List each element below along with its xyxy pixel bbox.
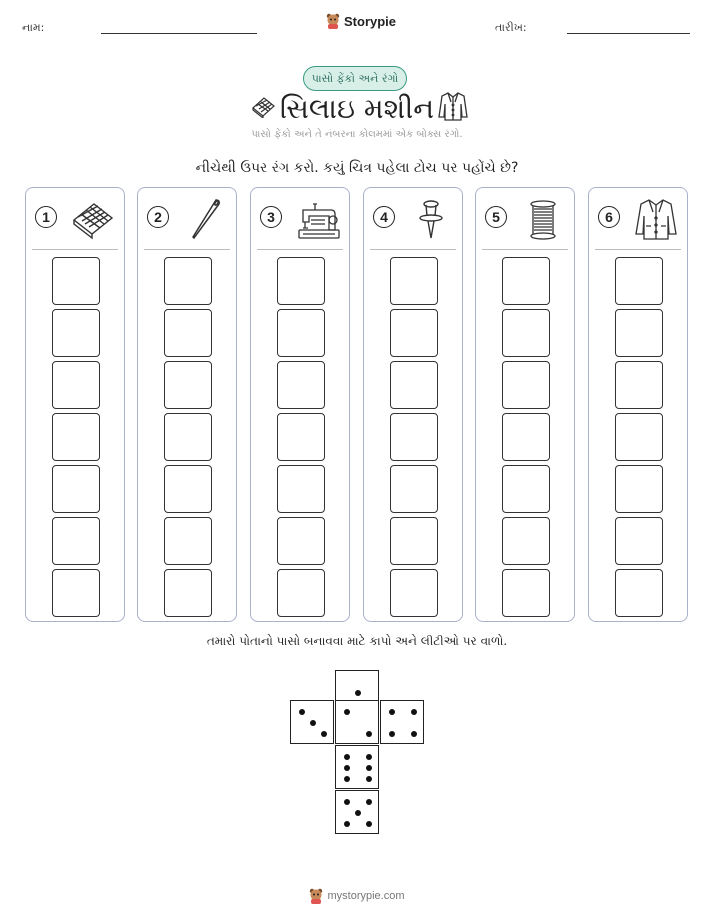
column-1	[25, 187, 125, 622]
color-box[interactable]	[615, 465, 663, 513]
die-pip	[344, 821, 350, 827]
color-box[interactable]	[52, 517, 100, 565]
die-pip	[344, 709, 350, 715]
color-box[interactable]	[502, 361, 550, 409]
die-pip	[310, 720, 316, 726]
color-box[interactable]	[502, 413, 550, 461]
column-3	[250, 187, 350, 622]
die-pip	[366, 731, 372, 737]
thread-spool-icon	[520, 196, 566, 242]
color-box[interactable]	[502, 517, 550, 565]
die-pip	[344, 799, 350, 805]
jacket-icon	[437, 90, 469, 122]
color-box[interactable]	[52, 257, 100, 305]
die-pip	[366, 754, 372, 760]
color-box[interactable]	[615, 361, 663, 409]
color-box[interactable]	[52, 309, 100, 357]
color-box[interactable]	[164, 309, 212, 357]
color-box[interactable]	[390, 361, 438, 409]
column-header	[251, 188, 349, 250]
sewing-machine-icon	[295, 196, 341, 242]
die-face-3	[290, 700, 334, 744]
die-pip	[411, 731, 417, 737]
die-face-6	[335, 745, 379, 789]
color-box[interactable]	[277, 361, 325, 409]
column-header	[476, 188, 574, 250]
name-label: નામ:	[22, 21, 45, 34]
die-pip	[321, 731, 327, 737]
die-pip	[299, 709, 305, 715]
die-pip	[344, 765, 350, 771]
column-2	[137, 187, 237, 622]
color-box[interactable]	[502, 309, 550, 357]
color-box[interactable]	[390, 465, 438, 513]
column-number: 4	[373, 206, 395, 228]
die-pip	[389, 731, 395, 737]
die-face-5	[335, 790, 379, 834]
die-pip	[355, 690, 361, 696]
color-box[interactable]	[390, 257, 438, 305]
column-header	[364, 188, 462, 250]
color-box[interactable]	[52, 569, 100, 617]
page-title: સિલાઇ મશીન	[279, 92, 435, 125]
die-pip	[366, 821, 372, 827]
column-header	[138, 188, 236, 250]
column-number: 6	[598, 206, 620, 228]
storypie-mascot-icon	[326, 13, 340, 29]
die-pip	[355, 810, 361, 816]
pushpin-icon	[408, 196, 454, 242]
activity-badge: પાસો ફેંકો અને રંગો	[303, 66, 407, 91]
color-box[interactable]	[502, 569, 550, 617]
color-box[interactable]	[164, 517, 212, 565]
die-pip	[366, 799, 372, 805]
cut-instruction: તમારો પોતાનો પાસો બનાવવા માટે કાપો અને લીટીઓ પર વાળો.	[206, 634, 508, 648]
die-pip	[389, 709, 395, 715]
date-line[interactable]	[567, 33, 690, 34]
color-box[interactable]	[277, 257, 325, 305]
column-header	[26, 188, 124, 250]
color-box[interactable]	[277, 309, 325, 357]
column-number: 5	[485, 206, 507, 228]
jacket-icon	[633, 196, 679, 242]
footer-url: mystorypie.com	[327, 890, 405, 902]
color-box[interactable]	[52, 413, 100, 461]
color-box[interactable]	[615, 413, 663, 461]
color-box[interactable]	[502, 465, 550, 513]
die-face-4	[380, 700, 424, 744]
color-box[interactable]	[390, 309, 438, 357]
color-box[interactable]	[277, 569, 325, 617]
color-box[interactable]	[277, 517, 325, 565]
color-box[interactable]	[390, 569, 438, 617]
color-box[interactable]	[615, 309, 663, 357]
date-label: તારીખ:	[495, 21, 527, 34]
color-box[interactable]	[164, 257, 212, 305]
instruction-question: નીચેથી ઉપર રંગ કરો. કયું ચિત્ર પહેલા ટોચ પર પહોંચે છે?	[195, 160, 519, 176]
color-box[interactable]	[164, 569, 212, 617]
color-box[interactable]	[277, 413, 325, 461]
die-pip	[366, 776, 372, 782]
brand-logo	[326, 13, 396, 29]
die-pip	[344, 776, 350, 782]
color-box[interactable]	[164, 413, 212, 461]
column-divider	[595, 249, 681, 250]
color-box[interactable]	[164, 465, 212, 513]
column-number: 2	[147, 206, 169, 228]
column-number: 3	[260, 206, 282, 228]
column-divider	[370, 249, 456, 250]
die-face-2	[335, 700, 379, 744]
column-header	[589, 188, 687, 250]
brand-name: Storypie	[344, 13, 397, 29]
die-pip	[366, 765, 372, 771]
column-divider	[144, 249, 230, 250]
column-6	[588, 187, 688, 622]
color-box[interactable]	[390, 413, 438, 461]
die-pip	[344, 754, 350, 760]
color-box[interactable]	[615, 257, 663, 305]
color-box[interactable]	[390, 517, 438, 565]
die-pip	[411, 709, 417, 715]
color-box[interactable]	[502, 257, 550, 305]
needle-icon	[182, 196, 228, 242]
footer	[0, 888, 714, 904]
column-5	[475, 187, 575, 622]
color-box[interactable]	[164, 361, 212, 409]
color-box[interactable]	[52, 465, 100, 513]
column-divider	[482, 249, 568, 250]
column-divider	[257, 249, 343, 250]
column-divider	[32, 249, 118, 250]
color-box[interactable]	[615, 569, 663, 617]
page-subtitle: પાસો ફેંકો અને તે નંબરના કોલમમાં એક બોક્સ રંગો.	[251, 129, 463, 140]
fabric-icon	[70, 196, 116, 242]
color-box[interactable]	[615, 517, 663, 565]
color-box[interactable]	[52, 361, 100, 409]
color-box[interactable]	[277, 465, 325, 513]
name-line[interactable]	[101, 33, 257, 34]
column-number: 1	[35, 206, 57, 228]
column-4	[363, 187, 463, 622]
storypie-mascot-icon	[309, 888, 323, 904]
